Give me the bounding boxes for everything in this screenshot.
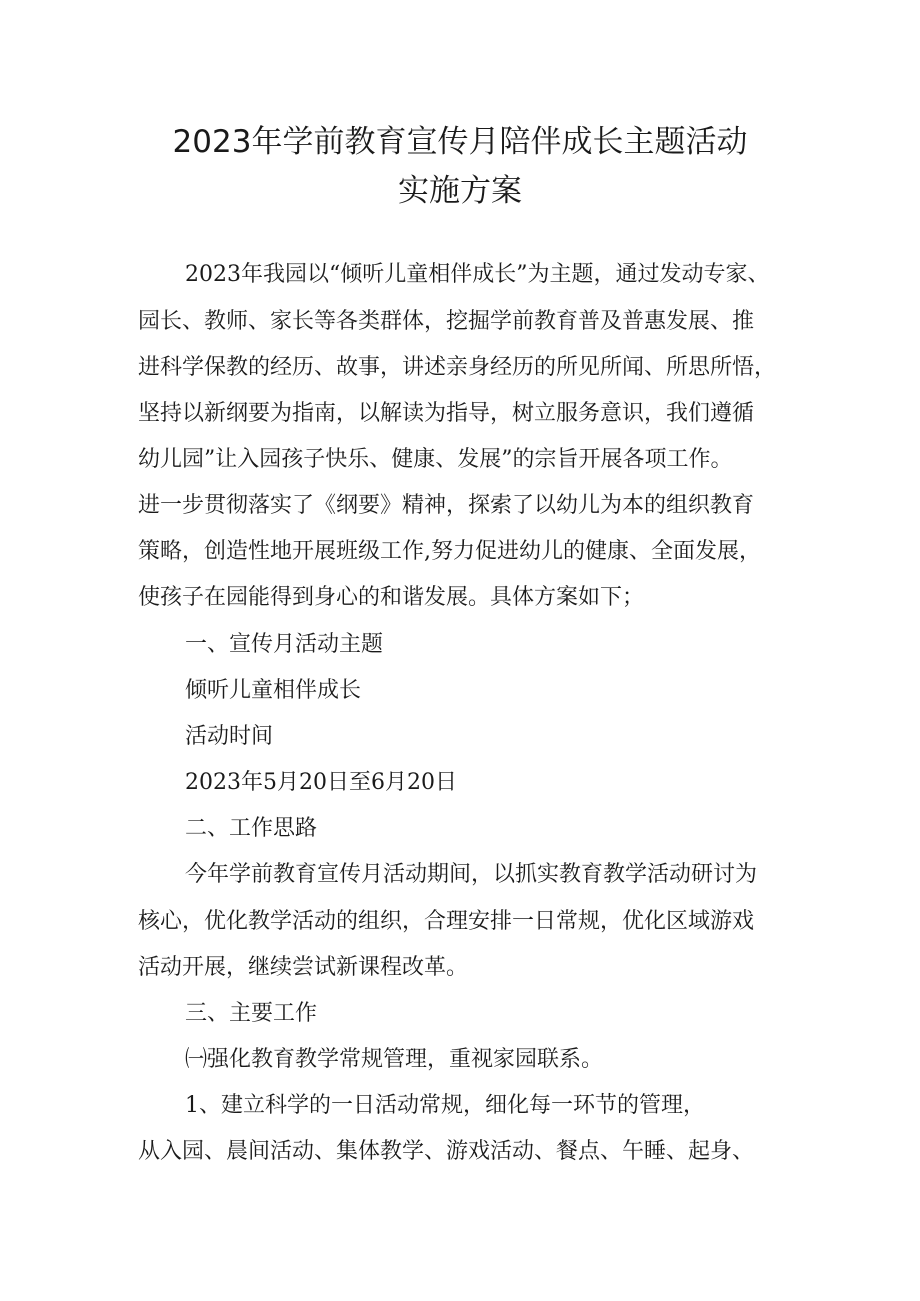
section-2-line-2: 核心，优化教学活动的组织，合理安排一日常规，优化区域游戏 [138,909,755,934]
section-1-heading: 一、宣传月活动主题 [185,632,384,657]
document-title-line-2: 实施方案 [398,173,522,209]
section-3-heading: 三、主要工作 [185,1001,318,1026]
section-1-time-value: 2023年5月20日至6月20日 [185,770,457,795]
section-2-heading: 二、工作思路 [185,816,318,841]
section-2-line-1: 今年学前教育宣传月活动期间，以抓实教育教学活动研讨为 [185,862,758,887]
intro-line-1: 2023年我园以“倾听儿童相伴成长”为主题，通过发动专家、 [185,262,770,287]
intro-line-2: 园长、教师、家长等各类群体，挖掘学前教育普及普惠发展、推 [138,309,755,334]
section-3-item-1-line-2: 从入园、晨间活动、集体教学、游戏活动、餐点、午睡、起身、 [138,1139,755,1164]
intro-line-3: 进科学保教的经历、故事，讲述亲身经历的所见所闻、所思所悟， [138,355,777,380]
intro-line-7: 策略，创造性地开展班级工作,努力促进幼儿的健康、全面发展， [138,539,761,564]
document-title-line-1: 2023年学前教育宣传月陪伴成长主题活动 [172,124,748,160]
intro-line-8: 使孩子在园能得到身心的和谐发展。具体方案如下； [138,585,645,610]
section-3-item-1-line-1: 1、建立科学的一日活动常规，细化每一环节的管理， [185,1093,705,1118]
section-1-time-label: 活动时间 [185,724,274,749]
intro-line-5: 幼儿园”让入园孩子快乐、健康、发展”的宗旨开展各项工作。 [138,447,733,472]
section-2-line-3: 活动开展，继续尝试新课程改革。 [138,955,469,980]
intro-line-6: 进一步贯彻落实了《纲要》精神，探索了以幼儿为本的组织教育 [138,493,755,518]
section-1-theme: 倾听儿童相伴成长 [185,678,362,703]
intro-line-4: 坚持以新纲要为指南，以解读为指导，树立服务意识，我们遵循 [138,401,755,426]
section-3-subheading-1: ㈠强化教育教学常规管理，重视家园联系。 [185,1047,604,1072]
